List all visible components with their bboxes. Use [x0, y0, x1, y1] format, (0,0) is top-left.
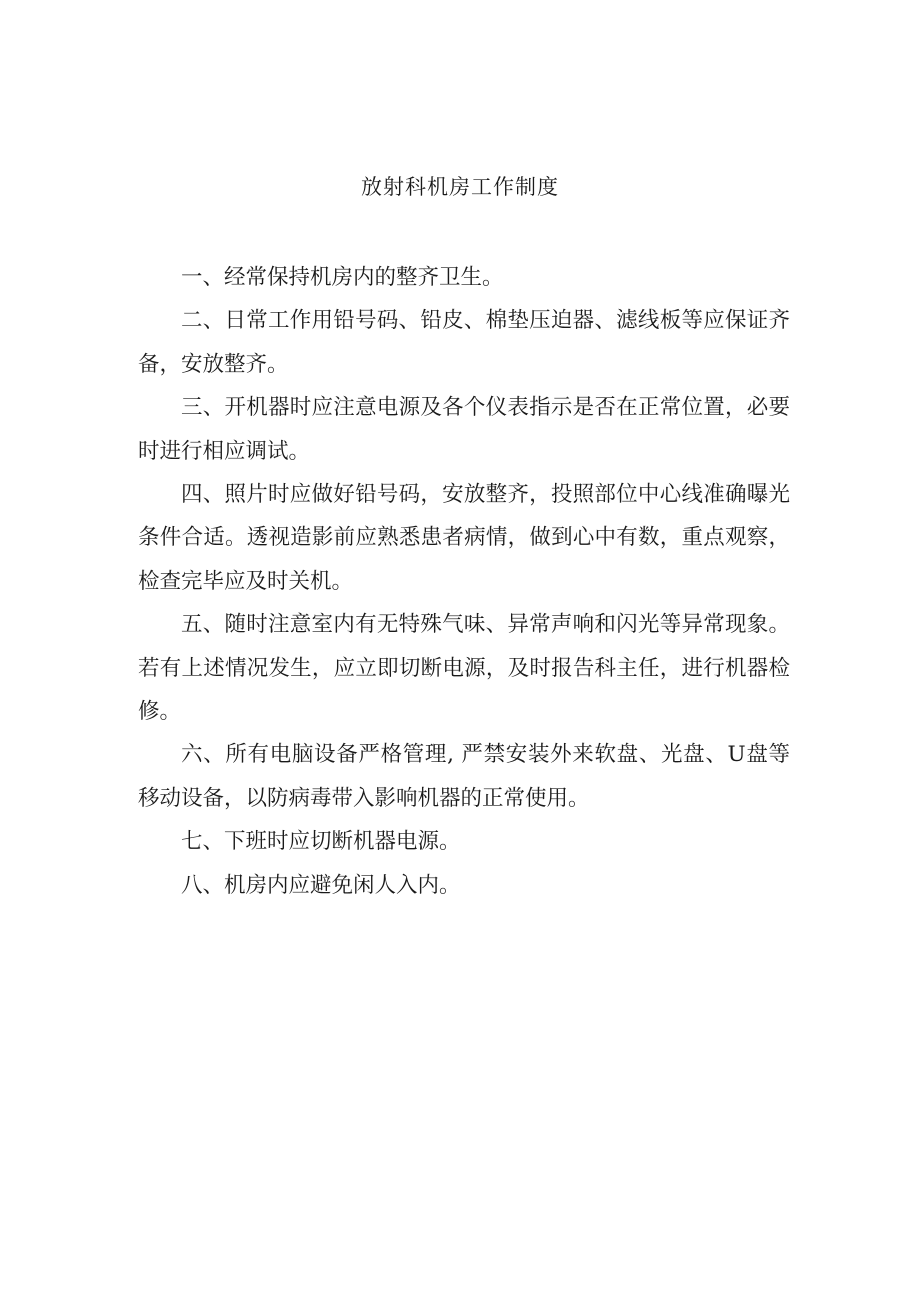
document-title: 放射科机房工作制度: [361, 175, 559, 199]
document-body: [138, 256, 790, 907]
rule-paragraph-1: 一、经常保持机房内的整齐卫生。: [181, 265, 504, 290]
rule-paragraph-3: 三、开机器时应注意电源及各个仪表指示是否在正常位置，必要时进行相应调试。: [138, 395, 790, 464]
rule-paragraph-7: 七、下班时应切断机器电源。: [181, 829, 461, 855]
rule-paragraph-2: 二、日常工作用铅号码、铅皮、棉垫压迫器、滤线板等应保证齐备，安放整齐。: [138, 308, 790, 377]
rule-paragraph-4: 四、照片时应做好铅号码，安放整齐，投照部位中心线准确曝光条件合适。透视造影前应熟悉患者病情，做到心中有数，重点观察，检查完毕应及时关机。: [138, 482, 790, 594]
rule-paragraph-5: 五、随时注意室内有无特殊气味、异常声响和闪光等异常现象。若有上述情况发生，应立即切断电源，及时报告科主任，进行机器检修。: [138, 612, 790, 725]
rule-paragraph-6: 六、所有电脑设备严格管理, 严禁安装外来软盘、光盘、U盘等移动设备，以防病毒带入影响机器的正常使用。: [138, 742, 790, 811]
rule-paragraph-8: 八、机房内应避免闲人入内。: [181, 872, 461, 898]
